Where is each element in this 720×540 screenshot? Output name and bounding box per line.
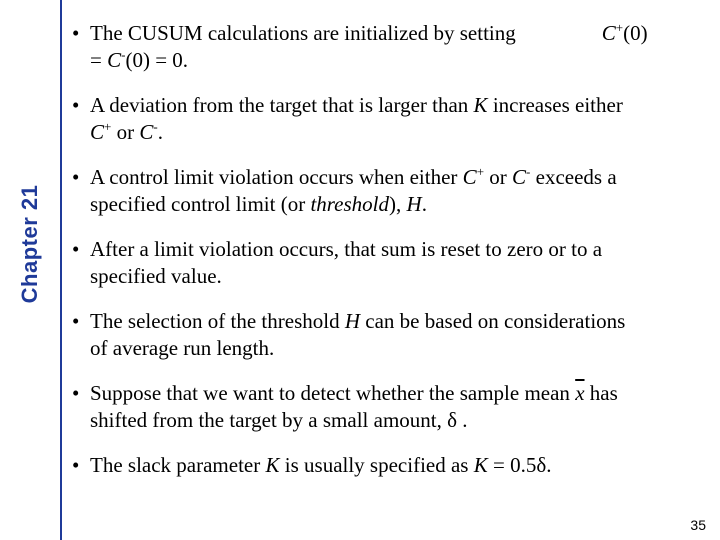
page-number: 35 [690, 517, 706, 533]
bullet-line [90, 452, 708, 479]
var-c: C [107, 48, 122, 72]
sidebar [0, 0, 60, 540]
text-span: . [546, 453, 552, 477]
text-span: increases either [487, 93, 623, 117]
text-span: or [484, 165, 513, 189]
text-span: Suppose that we want to detect whether the sample mean [90, 381, 576, 405]
bullet-marker: • [72, 381, 80, 405]
bullet-line [90, 119, 708, 146]
bullet-line [90, 380, 708, 407]
superscript: + [476, 164, 485, 179]
text-span: has [584, 381, 618, 405]
var-k: K [265, 453, 280, 477]
bullet-marker: • [72, 165, 80, 189]
bullet-text [90, 308, 708, 362]
bullet-line [90, 47, 708, 74]
var-k: K [473, 453, 488, 477]
text-span: . [157, 120, 163, 144]
text-span: A control limit violation occurs when either [90, 165, 463, 189]
superscript: - [121, 47, 126, 62]
bullet-marker: • [72, 309, 80, 333]
text-span: = [90, 48, 108, 72]
bullet-text [90, 20, 708, 74]
bullet-line: specified value. [90, 264, 222, 288]
var-c: C [139, 120, 154, 144]
text-span: shifted from the target by a small amount, [90, 408, 448, 432]
bullet-text [90, 452, 708, 479]
bullet-line [90, 92, 708, 119]
delta-symbol: δ [536, 453, 547, 477]
var-c: C [512, 165, 527, 189]
text-span: (0) [623, 21, 648, 45]
text-span: (0) = 0. [125, 48, 189, 72]
bullet-text [90, 380, 708, 434]
var-h: H [344, 309, 361, 333]
var-h: H [406, 192, 422, 216]
chapter-label: Chapter 21 [17, 184, 42, 304]
text-span: exceeds a [530, 165, 617, 189]
bullet-marker: • [72, 237, 80, 261]
emphasis-text: threshold [310, 192, 390, 216]
text-span: . [421, 192, 427, 216]
bullet-line: of average run length. [90, 336, 275, 360]
bullet-item-6 [72, 380, 708, 434]
text-span: or [111, 120, 140, 144]
superscript: - [153, 119, 158, 134]
bullet-text [90, 236, 708, 290]
var-c: C [462, 165, 477, 189]
bullet-text [90, 164, 708, 218]
var-k: K [473, 93, 488, 117]
text-span: is usually specified as [279, 453, 474, 477]
bullet-marker: • [72, 453, 80, 477]
bullet-line: After a limit violation occurs, that sum is reset to zero or to a [90, 237, 603, 261]
var-x-bar: $\overline{x}$ [575, 381, 585, 405]
bullet-line [90, 407, 708, 434]
bullet-text [90, 92, 708, 146]
bullet-item-3 [72, 164, 708, 218]
text-span: . [457, 408, 468, 432]
text-span: specified control limit (or [90, 192, 311, 216]
text-span: The slack parameter [90, 453, 266, 477]
bullet-marker: • [72, 93, 80, 117]
text-span: The CUSUM calculations are initialized by setting [90, 21, 516, 45]
bullet-line [90, 191, 708, 218]
var-c: C [601, 21, 616, 45]
bullet-item-7 [72, 452, 708, 479]
text-span: ), [389, 192, 407, 216]
text-span: = 0.5 [487, 453, 537, 477]
text-span: can be based on considerations [360, 309, 626, 333]
bullet-line [90, 164, 708, 191]
superscript: + [615, 20, 624, 35]
sidebar-divider [60, 0, 62, 540]
bullet-item-1 [72, 20, 708, 74]
var-c: C [90, 120, 105, 144]
text-span: A deviation from the target that is larger than [90, 93, 474, 117]
delta-symbol: δ [447, 408, 458, 432]
bullet-item-4 [72, 236, 708, 290]
superscript: + [104, 119, 112, 134]
bullet-item-2 [72, 92, 708, 146]
text-span: The selection of the threshold [90, 309, 345, 333]
bullet-marker: • [72, 21, 80, 45]
bullet-line [90, 308, 708, 335]
bullet-line [90, 20, 708, 47]
bullet-item-5 [72, 308, 708, 362]
superscript: - [526, 164, 531, 179]
